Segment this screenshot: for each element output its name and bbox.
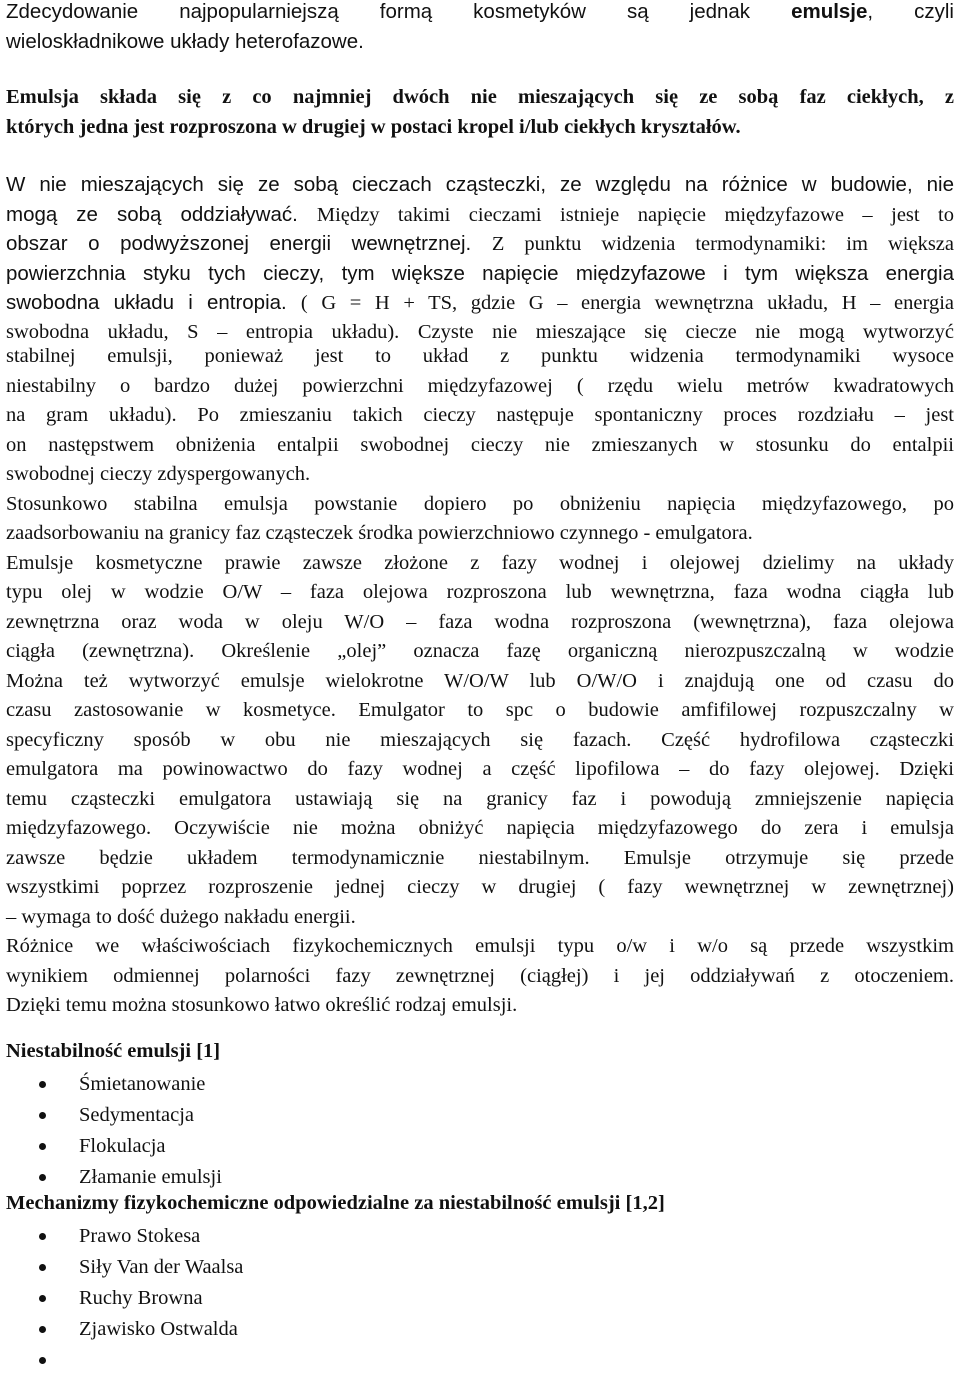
body-line: stabilnej emulsji, ponieważ jest to układ z punktu widzenia termodynamiki wysoce bbox=[6, 345, 954, 367]
instability-item-label: Flokulacja bbox=[79, 1135, 166, 1157]
definition-line-1: Emulsja składa się z co najmniej dwóch nie mieszających się ze sobą faz ciekłych, z bbox=[6, 86, 954, 108]
instability-list-item bbox=[6, 1100, 222, 1131]
intro-line-1: Zdecydowanie najpopularniejszą formą kosmetyków są jednak emulsje, czyli bbox=[6, 0, 954, 23]
bullet-icon bbox=[39, 1264, 46, 1271]
instability-list-item bbox=[6, 1162, 222, 1193]
mechanism-item-label: Siły Van der Waalsa bbox=[79, 1256, 244, 1278]
body-line: temu cząsteczki emulgatora ustawiają się na granicy faz i powodują zmniejszenie napięcia bbox=[6, 787, 954, 810]
body-line: Różnice we właściwościach fizykochemicznych emulsji typu o/w i w/o są przede wszystkim bbox=[6, 935, 954, 957]
body-line: wynikiem odmiennej polarności fazy zewnętrznej (ciągłej) i jej oddziaływań z otoczeniem. bbox=[6, 964, 954, 987]
body-line: Można też wytworzyć emulsje wielokrotne W/O/W lub O/W/O i znajdują one od czasu do bbox=[6, 669, 954, 692]
intro-line-2: wieloskładnikowe układy heterofazowe. bbox=[6, 29, 364, 53]
interfacial-tension-paragraph bbox=[6, 170, 954, 347]
body-line: czasu zastosowanie w kosmetyce. Emulgator to spc o budowie amfifilowej rozpuszczalny w bbox=[6, 699, 954, 721]
intro-bold-term: emulsje bbox=[791, 0, 868, 23]
mechanism-list-item bbox=[6, 1252, 243, 1283]
mechanism-list-item bbox=[6, 1221, 243, 1252]
instability-list-item bbox=[6, 1131, 222, 1162]
bullet-icon bbox=[39, 1112, 46, 1119]
instability-item-label: Sedymentacja bbox=[79, 1104, 194, 1126]
bullet-icon bbox=[39, 1326, 46, 1333]
para-line-6: swobodna układu, S – entropia układu). Czyste nie mieszające się ciecze nie mogą wytworzyć bbox=[6, 320, 954, 343]
body-line: zawsze będzie układem termodynamicznie niestabilnym. Emulsje otrzymuje się przede bbox=[6, 846, 954, 869]
mechanisms-heading: Mechanizmy fizykochemiczne odpowiedzialne za niestabilność emulsji [1,2] bbox=[6, 1192, 665, 1214]
body-line: na gram układu). Po zmieszaniu takich cieczy następuje spontaniczny proces rozdziału – jest bbox=[6, 404, 954, 426]
body-line: zaadsorbowaniu na granicy faz cząsteczek środka powierzchniowo czynnego - emulgatora. bbox=[6, 522, 753, 544]
emulsion-body-text bbox=[6, 342, 954, 1021]
mechanism-item-label: Ruchy Browna bbox=[79, 1287, 203, 1309]
instability-heading: Niestabilność emulsji [1] bbox=[6, 1040, 221, 1062]
instability-list-item bbox=[6, 1069, 222, 1100]
mechanisms-list bbox=[6, 1221, 243, 1376]
instability-item-label: Śmietanowanie bbox=[79, 1073, 206, 1095]
para-line-5: swobodna układu i entropia. ( G = H + TS, gdzie G – energia wewnętrzna układu, H – energia bbox=[6, 291, 954, 314]
definition-line-2: których jedna jest rozproszona w drugiej w postaci kropel i/lub ciekłych kryształów. bbox=[6, 115, 741, 138]
intro-paragraph bbox=[6, 0, 954, 56]
bullet-icon bbox=[39, 1233, 46, 1240]
bullet-icon bbox=[39, 1081, 46, 1088]
emulsion-definition bbox=[6, 83, 954, 142]
instability-item-label: Złamanie emulsji bbox=[79, 1166, 222, 1188]
bullet-icon bbox=[39, 1143, 46, 1150]
body-line: wszystkimi poprzez rozproszenie jednej cieczy w drugiej ( fazy wewnętrznej w zewnętrznej) bbox=[6, 876, 954, 898]
mechanism-list-item bbox=[6, 1283, 243, 1314]
body-line: – wymaga to dość dużego nakładu energii. bbox=[6, 905, 356, 928]
body-line: typu olej w wodzie O/W – faza olejowa rozproszona lub wewnętrzna, faza wodna ciągła lub bbox=[6, 581, 954, 603]
para-line-2: mogą ze sobą oddziaływać. Między takimi cieczami istnieje napięcie międzyfazowe – jest to bbox=[6, 202, 954, 226]
body-line: swobodnej cieczy zdyspergowanych. bbox=[6, 463, 311, 485]
body-line: on następstwem obniżenia entalpii swobodnej cieczy nie zmieszanych w stosunku do entalpii bbox=[6, 433, 954, 456]
mechanism-item-label: Zjawisko Ostwalda bbox=[79, 1318, 238, 1340]
body-line: niestabilny o bardzo dużej powierzchni międzyfazowej ( rzędu wielu metrów kwadratowych bbox=[6, 374, 954, 397]
body-line: Dzięki temu można stosunkowo łatwo określić rodzaj emulsji. bbox=[6, 994, 518, 1016]
bullet-icon bbox=[39, 1295, 46, 1302]
body-line: specyficzny sposób w obu nie mieszających się fazach. Część hydrofilowa cząsteczki bbox=[6, 728, 954, 751]
body-line: Stosunkowo stabilna emulsja powstanie dopiero po obniżeniu napięcia międzyfazowego, po bbox=[6, 492, 954, 515]
para-line-3: obszar o podwyższonej energii wewnętrznej. Z punktu widzenia termodynamiki: im większa bbox=[6, 232, 954, 255]
body-line: Emulsje kosmetyczne prawie zawsze złożone z fazy wodnej i olejowej dzielimy na układy bbox=[6, 551, 954, 574]
bullet-icon bbox=[39, 1357, 46, 1364]
body-line: emulgatora ma powinowactwo do fazy wodnej a część lipofilowa – do fazy olejowej. Dzięki bbox=[6, 758, 954, 780]
mechanism-item-label: Prawo Stokesa bbox=[79, 1225, 201, 1247]
body-line: ciągła (zewnętrzna). Określenie „olej” oznacza fazę organiczną nierozpuszczalną w wodzie bbox=[6, 640, 954, 662]
body-line: zewnętrzna oraz woda w oleju W/O – faza wodna rozproszona (wewnętrzna), faza olejowa bbox=[6, 610, 954, 633]
body-line: międzyfazowego. Oczywiście nie można obniżyć napięcia międzyfazowego do zera i emulsja bbox=[6, 817, 954, 839]
para-line-1: W nie mieszających się ze sobą cieczach cząsteczki, ze względu na różnice w budowie, nie bbox=[6, 173, 954, 196]
bullet-icon bbox=[39, 1174, 46, 1181]
para-line-4: powierzchnia styku tych cieczy, tym większe napięcie międzyfazowe i tym większa energia bbox=[6, 261, 954, 285]
instability-list bbox=[6, 1069, 222, 1193]
mechanism-list-item bbox=[6, 1314, 243, 1345]
mechanism-list-item bbox=[6, 1345, 243, 1376]
